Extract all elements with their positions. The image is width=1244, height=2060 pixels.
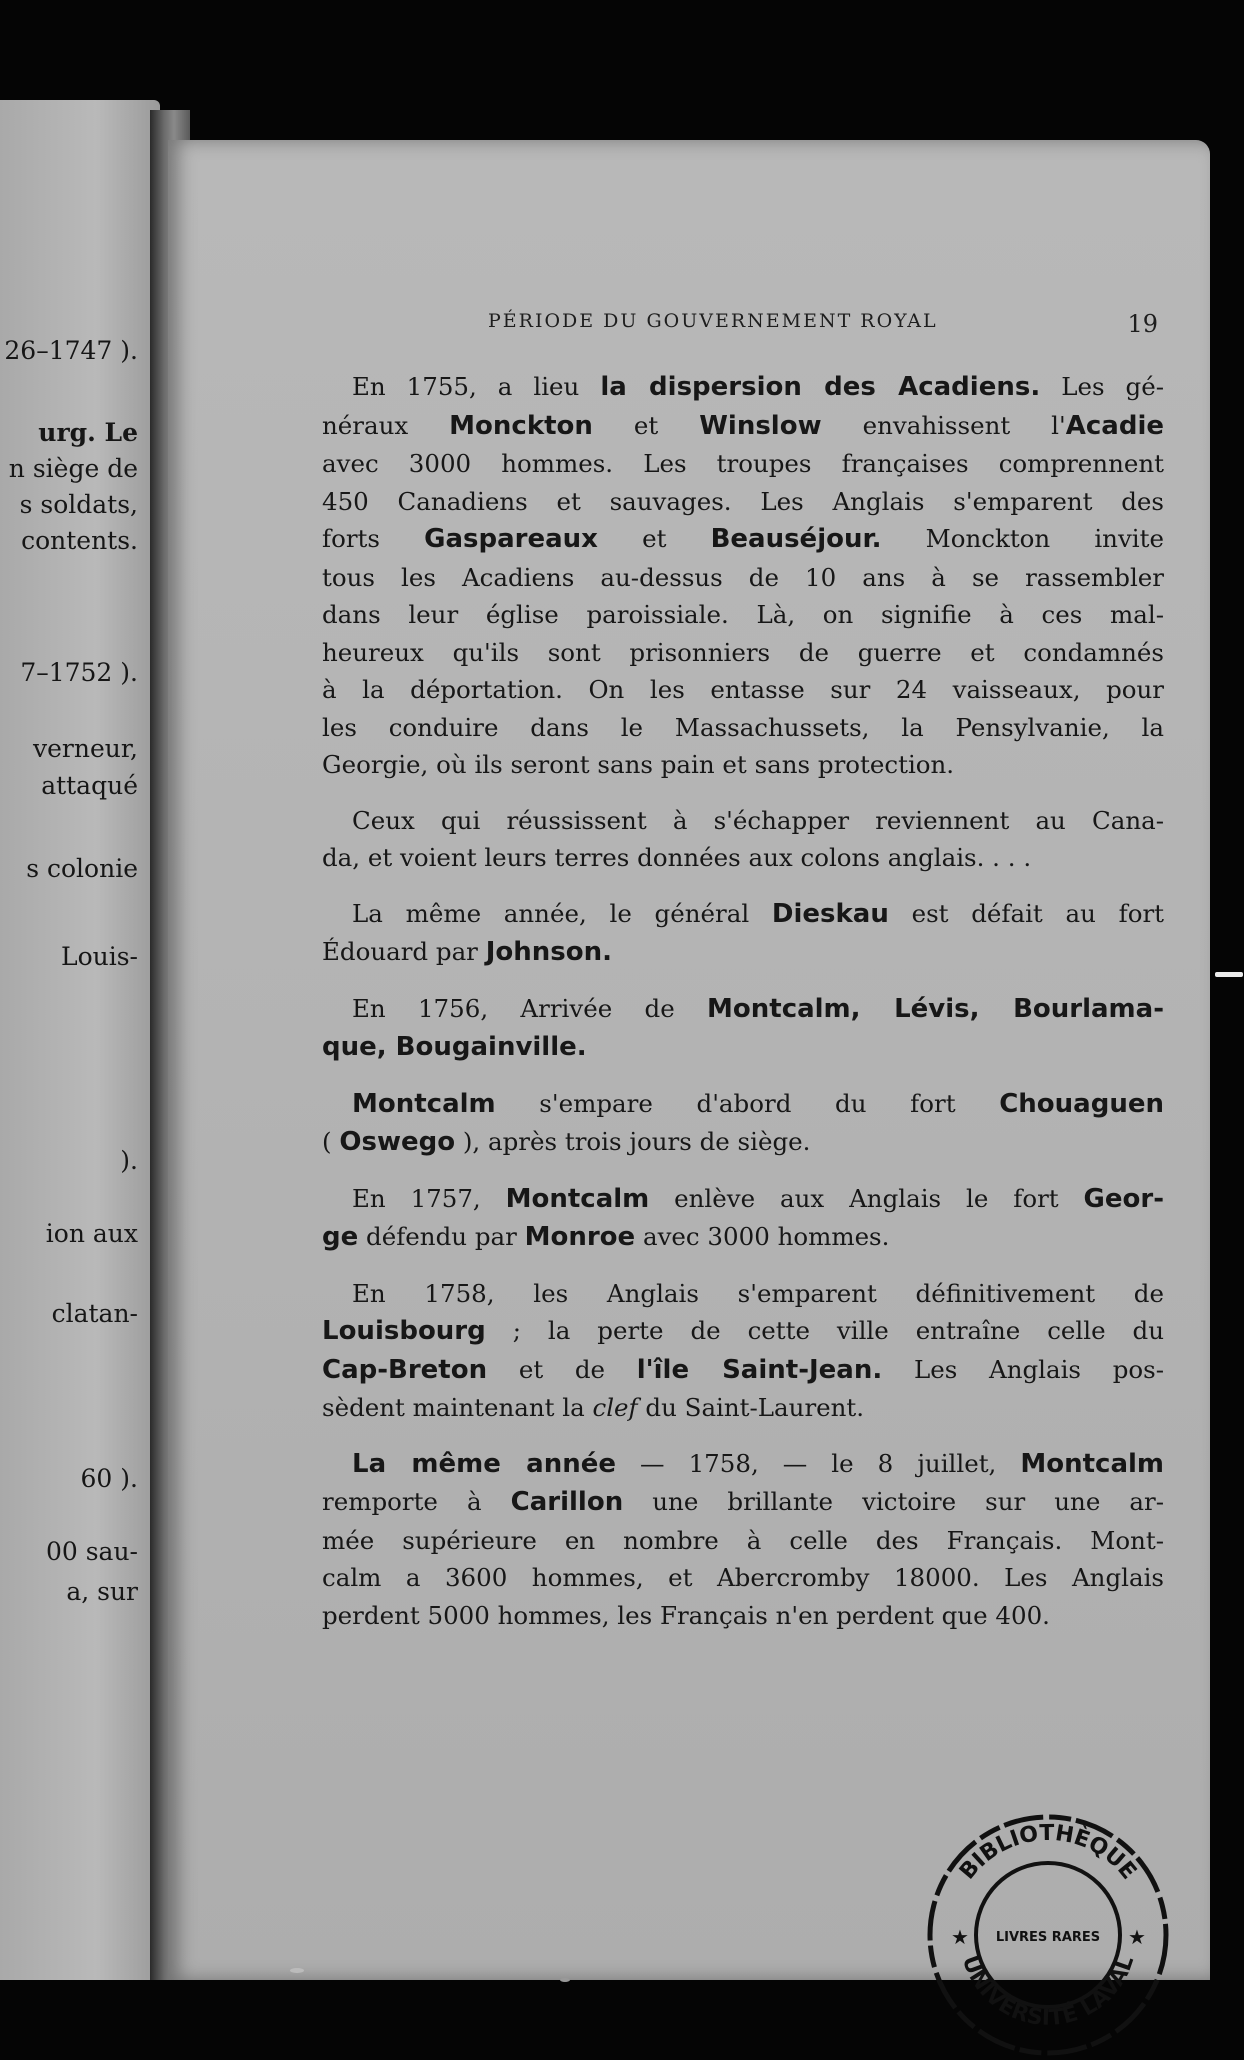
previous-page-line: 60 ). xyxy=(80,1464,138,1493)
svg-text:UNIVERSITÉ LAVAL xyxy=(957,1952,1139,2031)
previous-page-line: ). xyxy=(120,1146,138,1175)
previous-page-line: 00 sau- xyxy=(45,1537,138,1566)
running-head-title: PÉRIODE DU GOUVERNEMENT ROYAL xyxy=(488,310,938,332)
stamp-star-icon: ★ xyxy=(1128,1925,1146,1949)
previous-page-line: contents. xyxy=(21,526,138,555)
previous-page-line: n siège de xyxy=(8,454,138,483)
text-line: les conduire dans le Massachussets, la Pensylvanie, la xyxy=(322,712,1164,742)
stamp-top-text: BIBLIOTHÈQUE xyxy=(955,1820,1141,1885)
body-text xyxy=(322,368,1164,1652)
text-line: Montcalm s'empare d'abord du fort Chouaguen xyxy=(352,1088,1164,1119)
text-line: forts Gaspareaux et Beauséjour. Monckton invite xyxy=(322,524,1164,554)
previous-page-line: s soldats, xyxy=(19,490,138,519)
previous-page-line: 7–1752 ). xyxy=(20,658,138,687)
previous-page xyxy=(0,100,160,1980)
text-line: néraux Monckton et Winslow envahissent l'Acadie xyxy=(322,410,1164,441)
stamp-center-text: LIVRES RARES xyxy=(995,1930,1101,1945)
scan-artifact xyxy=(1215,972,1243,977)
previous-page-line: clatan- xyxy=(51,1299,138,1328)
text-line: dans leur église paroissiale. Là, on signifie à ces mal- xyxy=(322,600,1164,629)
previous-page-line: Louis- xyxy=(60,942,138,971)
text-line: La même année — 1758, — le 8 juillet, Montcalm xyxy=(352,1448,1165,1479)
text-line: En 1757, Montcalm enlève aux Anglais le fort Geor- xyxy=(352,1183,1164,1214)
previous-page-line: 26–1747 ). xyxy=(4,336,138,365)
previous-page-line: s colonie xyxy=(26,854,138,883)
previous-page-line: ion aux xyxy=(45,1219,138,1248)
text-line: Ceux qui réussissent à s'échapper reviennent au Cana- xyxy=(352,805,1164,835)
paragraph xyxy=(322,368,1164,784)
text-line: 450 Canadiens et sauvages. Les Anglais s'emparent des xyxy=(322,486,1164,516)
text-line: da, et voient leurs terres données aux colons anglais. . . . xyxy=(322,843,1032,872)
text-line: mée supérieure en nombre à celle des Français. Mont- xyxy=(322,1525,1164,1555)
text-line: à la déportation. On les entasse sur 24 vaisseaux, pour xyxy=(322,675,1164,704)
previous-page-line: verneur, xyxy=(32,734,138,763)
scan-artifact xyxy=(290,1968,304,1973)
paragraph xyxy=(322,990,1164,1067)
previous-page-line: attaqué xyxy=(41,771,138,800)
text-line: tous les Acadiens au-dessus de 10 ans à se rassembler xyxy=(322,562,1164,592)
text-line: Édouard par Johnson. xyxy=(322,937,612,967)
scan-artifact xyxy=(560,1978,570,1982)
svg-text:BIBLIOTHÈQUE xyxy=(955,1821,1141,1884)
paragraph xyxy=(322,802,1164,877)
stamp-bottom-text: UNIVERSITÉ LAVAL xyxy=(956,1952,1140,2032)
text-line: En 1756, Arrivée de Montcalm, Lévis, Bourlama- xyxy=(352,993,1164,1024)
library-stamp xyxy=(923,1810,1173,2060)
book-page xyxy=(168,140,1210,2032)
text-line: calm a 3600 hommes, et Abercromby 18000. Les Anglais xyxy=(322,1563,1164,1592)
text-line: Georgie, où ils seront sans pain et sans protection. xyxy=(322,750,955,779)
text-line: La même année, le général Dieskau est défait au fort xyxy=(352,898,1164,929)
text-line: remporte à Carillon une brillante victoire sur une ar- xyxy=(322,1487,1164,1517)
previous-page-line: a, sur xyxy=(66,1577,138,1606)
paragraph xyxy=(322,1085,1164,1162)
previous-page-line: urg. Le xyxy=(38,418,138,447)
text-line: perdent 5000 hommes, les Français n'en perdent que 400. xyxy=(322,1600,1050,1630)
text-line: ( Oswego ), après trois jours de siège. xyxy=(322,1127,811,1157)
text-line: avec 3000 hommes. Les troupes françaises comprennent xyxy=(322,449,1164,478)
text-line: sèdent maintenant la clef du Saint-Laurent. xyxy=(322,1393,865,1422)
paragraph xyxy=(322,1445,1164,1635)
text-line: que, Bougainville. xyxy=(322,1032,587,1062)
text-line: heureux qu'ils sont prisonniers de guerre et condamnés xyxy=(322,637,1164,667)
text-line: En 1755, a lieu la dispersion des Acadiens. Les gé- xyxy=(352,372,1164,402)
paragraph xyxy=(322,1275,1164,1427)
stamp-star-icon: ★ xyxy=(951,1925,969,1949)
text-line: Cap-Breton et de l'île Saint-Jean. Les Anglais pos- xyxy=(322,1354,1164,1385)
paragraph xyxy=(322,1180,1164,1257)
page-number: 19 xyxy=(1127,310,1158,338)
text-line: En 1758, les Anglais s'emparent définitivement de xyxy=(352,1278,1164,1308)
text-line: Louisbourg ; la perte de cette ville entraîne celle du xyxy=(322,1316,1164,1346)
paragraph xyxy=(322,895,1164,972)
text-line: ge défendu par Monroe avec 3000 hommes. xyxy=(322,1222,890,1252)
